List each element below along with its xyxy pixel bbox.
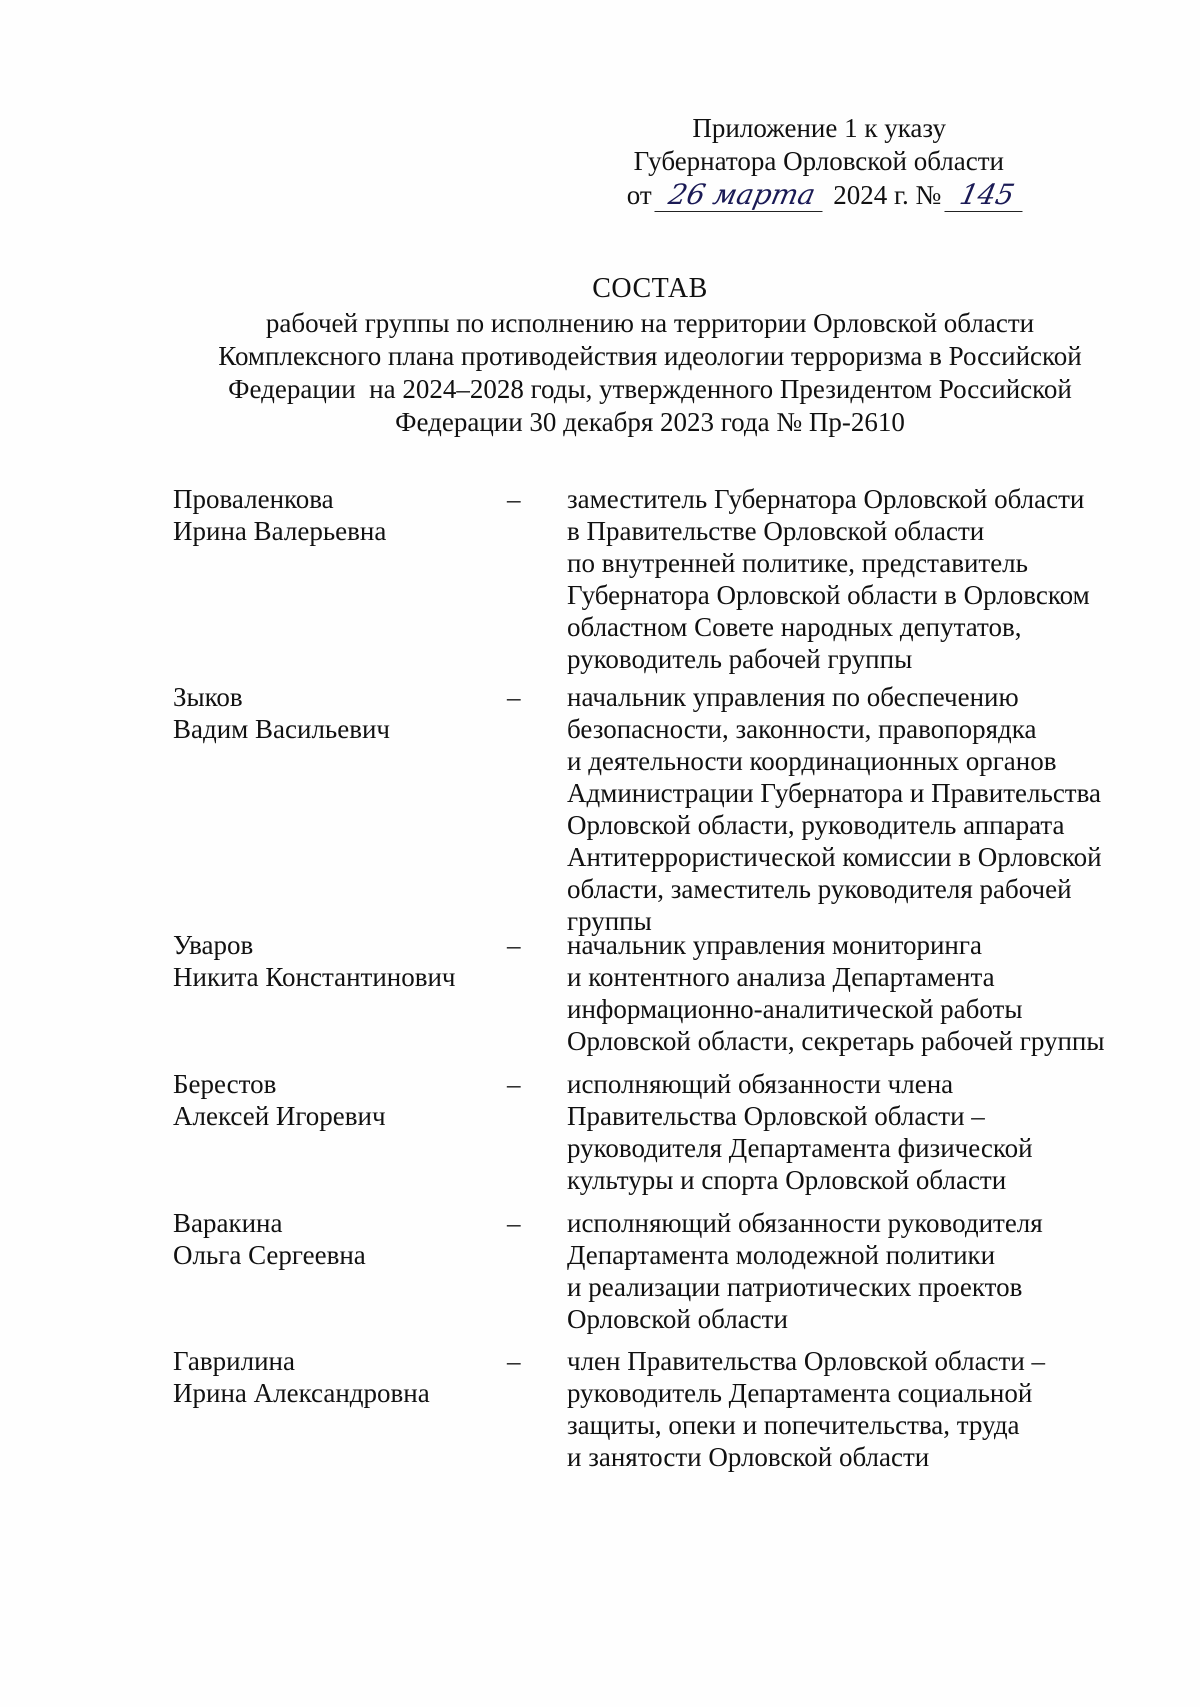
member-role bbox=[567, 1207, 1133, 1335]
member-role-line: Орловской области, секретарь рабочей группы bbox=[567, 1026, 1105, 1056]
member-role-line: Антитеррористической комиссии в Орловской bbox=[567, 842, 1102, 872]
member-entry bbox=[173, 681, 1133, 937]
handwritten-date: 26 марта bbox=[655, 178, 830, 212]
title-line-1: рабочей группы по исполнению на территории Орловской области bbox=[265, 308, 1035, 338]
member-role-line: и контентного анализа Департамента bbox=[567, 962, 995, 992]
member-name-line: Вадим Васильевич bbox=[173, 714, 390, 744]
member-entry bbox=[173, 929, 1133, 1057]
member-name-line: Варакина bbox=[173, 1208, 283, 1238]
member-role-line: исполняющий обязанности руководителя bbox=[567, 1208, 1043, 1238]
member-role-line: культуры и спорта Орловской области bbox=[567, 1165, 1007, 1195]
member-name-line: Проваленкова bbox=[173, 484, 334, 514]
date-year: 2024 г. № bbox=[833, 180, 942, 210]
member-role-line: руководителя Департамента физической bbox=[567, 1133, 1033, 1163]
member-role-line: руководитель Департамента социальной bbox=[567, 1378, 1033, 1408]
title-line-3: Федерации на 2024–2028 годы, утвержденного Президентом Российской bbox=[228, 374, 1072, 404]
member-name-line: Ирина Валерьевна bbox=[173, 516, 387, 546]
member-role bbox=[567, 1068, 1133, 1196]
member-role-line: области, заместитель руководителя рабочей bbox=[567, 874, 1072, 904]
member-name-line: Зыков bbox=[173, 682, 243, 712]
member-role-line: группы bbox=[567, 906, 652, 936]
member-role-line: информационно-аналитической работы bbox=[567, 994, 1023, 1024]
title-line-4: Федерации 30 декабря 2023 года № Пр-2610 bbox=[395, 407, 905, 437]
member-dash: – bbox=[507, 1208, 521, 1238]
member-role-line: Правительства Орловской области – bbox=[567, 1101, 985, 1131]
member-dash: – bbox=[507, 930, 521, 960]
member-name-line: Никита Константинович bbox=[173, 962, 456, 992]
member-role-line: Орловской области, руководитель аппарата bbox=[567, 810, 1065, 840]
member-name bbox=[173, 483, 503, 675]
member-role-line: и реализации патриотических проектов bbox=[567, 1272, 1023, 1302]
member-role bbox=[567, 929, 1133, 1057]
member-role-line: Департамента молодежной политики bbox=[567, 1240, 996, 1270]
member-entry bbox=[173, 1207, 1133, 1335]
member-role-line: Орловской области bbox=[567, 1304, 788, 1334]
document-title bbox=[150, 272, 1150, 439]
member-name bbox=[173, 1207, 503, 1335]
member-role bbox=[567, 483, 1133, 675]
member-name bbox=[173, 1345, 503, 1473]
member-name-line: Ирина Александровна bbox=[173, 1378, 430, 1408]
member-role-line: заместитель Губернатора Орловской области bbox=[567, 484, 1085, 514]
member-role bbox=[567, 681, 1133, 937]
member-entry bbox=[173, 1068, 1133, 1196]
member-dash: – bbox=[507, 484, 521, 514]
member-role-line: областном Совете народных депутатов, bbox=[567, 612, 1022, 642]
appendix-date-line bbox=[584, 178, 1026, 212]
member-dash: – bbox=[507, 1069, 521, 1099]
member-role-line: начальник управления мониторинга bbox=[567, 930, 982, 960]
member-dash: – bbox=[507, 682, 521, 712]
appendix-line-2: Губернатора Орловской области bbox=[633, 146, 1004, 176]
member-name-line: Уваров bbox=[173, 930, 254, 960]
member-role-line: по внутренней политике, представитель bbox=[567, 548, 1028, 578]
date-prefix: от bbox=[626, 180, 652, 210]
member-name bbox=[173, 929, 503, 1057]
member-role-line: исполняющий обязанности члена bbox=[567, 1069, 954, 1099]
member-name-line: Ольга Сергеевна bbox=[173, 1240, 366, 1270]
member-name bbox=[173, 1068, 503, 1196]
title-line-2: Комплексного плана противодействия идеологии терроризма в Российской bbox=[218, 341, 1082, 371]
member-dash: – bbox=[507, 1346, 521, 1376]
member-entry bbox=[173, 1345, 1133, 1473]
member-role-line: защиты, опеки и попечительства, труда bbox=[567, 1410, 1020, 1440]
member-role-line: руководитель рабочей группы bbox=[567, 644, 913, 674]
member-role-line: безопасности, законности, правопорядка bbox=[567, 714, 1037, 744]
member-role-line: и деятельности координационных органов bbox=[567, 746, 1057, 776]
member-entry bbox=[173, 483, 1133, 675]
appendix-line-1: Приложение 1 к указу bbox=[692, 113, 946, 143]
handwritten-number: 145 bbox=[944, 178, 1029, 212]
member-role bbox=[567, 1345, 1133, 1473]
member-role-line: и занятости Орловской области bbox=[567, 1442, 930, 1472]
member-name-line: Берестов bbox=[173, 1069, 277, 1099]
title-heading: СОСТАВ bbox=[592, 273, 708, 304]
member-role-line: Губернатора Орловской области в Орловском bbox=[567, 580, 1090, 610]
member-role-line: член Правительства Орловской области – bbox=[567, 1346, 1046, 1376]
member-role-line: начальник управления по обеспечению bbox=[567, 682, 1019, 712]
appendix-reference bbox=[584, 112, 1018, 212]
member-name-line: Гаврилина bbox=[173, 1346, 295, 1376]
member-role-line: Администрации Губернатора и Правительства bbox=[567, 778, 1101, 808]
member-name bbox=[173, 681, 503, 937]
member-role-line: в Правительстве Орловской области bbox=[567, 516, 985, 546]
member-name-line: Алексей Игоревич bbox=[173, 1101, 386, 1131]
